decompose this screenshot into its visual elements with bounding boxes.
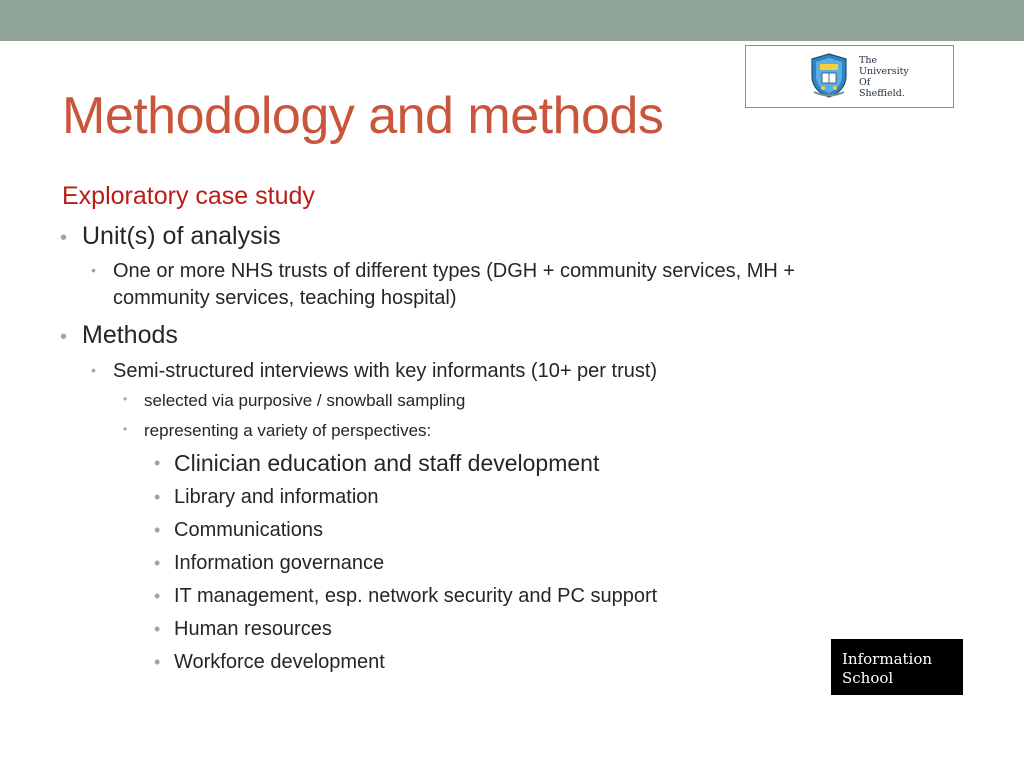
bullet-it-management: IT management, esp. network security and PC support [174,585,658,607]
bullet-dot-icon: • [91,362,96,378]
slide-title: Methodology and methods [62,87,664,145]
bullet-library: Library and information [174,486,379,508]
university-logo [745,45,954,108]
bullet-nhs-trusts [113,258,795,312]
bullet-information-governance: Information governance [174,552,385,574]
bullet-dot-icon: • [123,422,128,436]
bullet-dot-icon: • [154,652,161,672]
bullet-clinician-education: Clinician education and staff development [174,450,600,476]
bullet-nhs-trusts-line2: community services, teaching hospital) [113,287,457,309]
logo-line: Of [859,77,871,88]
bullet-dot-icon: • [60,227,68,249]
top-band [0,0,1024,41]
bullet-dot-icon: • [154,553,161,573]
bullet-dot-icon: • [91,262,96,278]
badge-line: School [842,669,894,687]
bullet-nhs-trusts-line1: One or more NHS trusts of different types (DGH + community services, MH + [113,260,796,282]
logo-line: Sheffield. [859,88,905,99]
logo-line: The [859,55,878,66]
slide-subtitle: Exploratory case study [62,182,315,210]
logo-line: University [859,66,909,77]
bullet-perspectives: representing a variety of perspectives: [144,421,432,440]
bullet-dot-icon: • [123,392,128,406]
bullet-unit-of-analysis: Unit(s) of analysis [82,222,281,250]
bullet-communications: Communications [174,519,323,541]
bullet-dot-icon: • [60,326,68,348]
university-name [859,55,909,99]
bullet-human-resources: Human resources [174,618,332,640]
bullet-dot-icon: • [154,586,161,606]
bullet-dot-icon: • [154,520,161,540]
information-school-badge [831,639,963,695]
bullet-interviews: Semi-structured interviews with key informants (10+ per trust) [113,360,658,382]
bullet-dot-icon: • [154,487,161,507]
bullet-sampling: selected via purposive / snowball sampling [144,391,466,410]
bullet-dot-icon: • [154,619,161,639]
badge-line: Information [842,650,933,668]
bullet-dot-icon: • [154,453,161,473]
university-crest-icon [808,52,850,98]
bullet-methods: Methods [82,321,178,349]
bullet-workforce-development: Workforce development [174,651,385,673]
